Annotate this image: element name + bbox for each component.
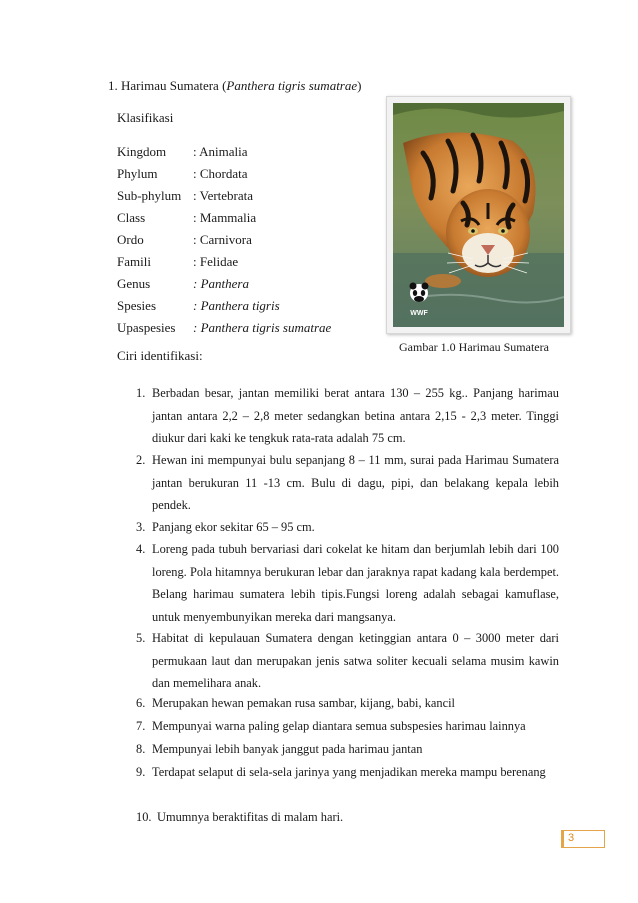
klasifikasi-title: Klasifikasi (117, 110, 174, 125)
list-item-number: 5. (136, 631, 146, 645)
list-item-number: 1. (136, 386, 146, 400)
taxonomy-value: : Vertebrata (193, 188, 254, 203)
taxonomy-value: : Mammalia (193, 210, 257, 225)
taxonomy-value: : Panthera (193, 276, 249, 291)
taxonomy-key: Ordo (117, 232, 144, 247)
list-item (136, 449, 559, 517)
list-item-text: Loreng pada tubuh bervariasi dari cokelat ke hitam dan berjumlah lebih dari 100 loreng. Pola hitamnya berukuran lebar dan jaraknya rapat kadang kala berdempet. Belang harimau sumatera lebih tipis.Fungsi loreng adalah sebagai kamuflase, untuk menyembunyikan mereka dari mangsanya. (152, 542, 559, 624)
taxonomy-key: Spesies (117, 298, 156, 313)
list-item-number: 8. (136, 742, 146, 756)
list-item (136, 538, 559, 628)
taxonomy-value: : Panthera tigris sumatrae (193, 320, 332, 335)
list-item-number: 9. (136, 765, 146, 779)
list-item-text: Berbadan besar, jantan memiliki berat antara 130 – 255 kg.. Panjang harimau jantan antara 2,2 – 2,8 meter sedangkan betina antara 2,15 - 2,3 meter. Tinggi diukur dari kaki ke tengkuk rata-rata adalah 75 cm. (152, 386, 559, 445)
taxonomy-value: : Chordata (193, 166, 248, 181)
list-item-text: Mempunyai lebih banyak janggut pada harimau jantan (152, 742, 423, 756)
taxonomy-key: Kingdom (117, 144, 167, 159)
taxonomy-key: Sub-phylum (117, 188, 182, 203)
list-item (136, 692, 559, 715)
list-item-text: Habitat di kepulauan Sumatera dengan ketinggian antara 0 – 3000 meter dari permukaan laut dan merupakan jenis satwa soliter kecuali selama musim kawin dan memelihara anak. (152, 631, 559, 690)
taxonomy-value: : Animalia (193, 144, 248, 159)
taxonomy-key: Class (117, 210, 146, 225)
list-item-text: Terdapat selaput di sela-sela jarinya yang menjadikan mereka mampu berenang (152, 765, 546, 779)
list-item-number: 2. (136, 453, 146, 467)
heading-prefix: 1. Harimau Sumatera ( (108, 78, 227, 93)
list-item (136, 761, 559, 784)
page-number: 3 (568, 832, 575, 844)
list-item-number: 6. (136, 696, 146, 710)
list-item-number: 4. (136, 542, 146, 556)
heading-suffix: ) (357, 78, 362, 93)
tiger-photo-frame (386, 96, 571, 334)
list-item-number: 7. (136, 719, 146, 733)
taxonomy-value: : Panthera tigris (193, 298, 280, 313)
taxonomy-value: : Felidae (193, 254, 239, 269)
list-item-text: Merupakan hewan pemakan rusa sambar, kijang, babi, kancil (152, 696, 455, 710)
list-item (136, 806, 559, 829)
list-item (136, 516, 559, 539)
taxonomy-value: : Carnivora (193, 232, 252, 247)
list-item-text: Mempunyai warna paling gelap diantara semua subspesies harimau lainnya (152, 719, 526, 733)
wwf-logo-text: WWF (410, 310, 428, 317)
list-item (136, 715, 559, 738)
page-number-badge (561, 830, 605, 848)
figure-caption: Gambar 1.0 Harimau Sumatera (399, 340, 549, 354)
section-heading (108, 78, 361, 94)
taxonomy-key: Phylum (117, 166, 158, 181)
wwf-logo (401, 281, 437, 321)
taxonomy-key: Famili (117, 254, 151, 269)
list-item-text: Panjang ekor sekitar 65 – 95 cm. (152, 520, 315, 534)
ciri-identifikasi-title: Ciri identifikasi: (117, 348, 203, 363)
list-item (136, 627, 559, 695)
list-item (136, 738, 559, 761)
list-item-number: 10. (136, 810, 152, 824)
taxonomy-key: Upaspesies (117, 320, 176, 335)
tiger-photo (393, 103, 564, 327)
list-item-text: Umumnya beraktifitas di malam hari. (157, 810, 344, 824)
taxonomy-key: Genus (117, 276, 151, 291)
list-item-number: 3. (136, 520, 146, 534)
list-item (136, 382, 559, 450)
heading-latin-name: Panthera tigris sumatrae (226, 78, 358, 93)
list-item-text: Hewan ini mempunyai bulu sepanjang 8 – 11 mm, surai pada Harimau Sumatera jantan berukuran 11 -13 cm. Bulu di dagu, pipi, dan belakang kepala lebih pendek. (152, 453, 559, 512)
